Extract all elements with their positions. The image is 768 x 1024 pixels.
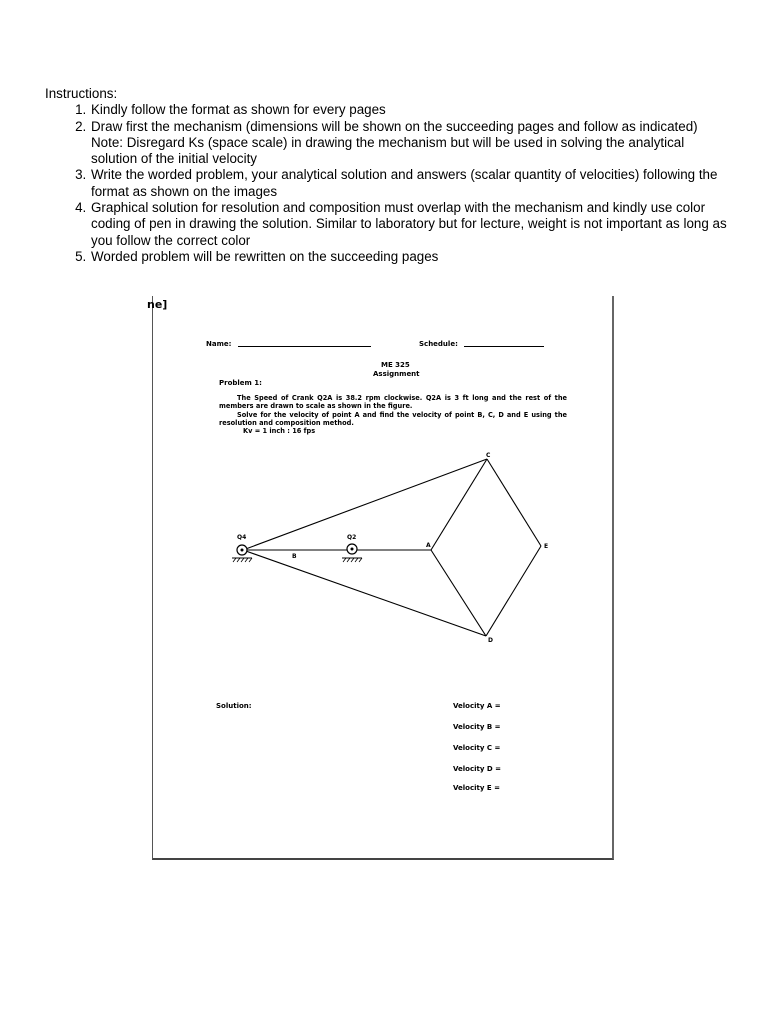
velocity-e: Velocity E = [453,784,500,792]
velocity-d: Velocity D = [453,765,501,773]
link-q4-c [243,459,487,550]
mechanism-links [243,459,541,636]
assignment-sample-image [147,296,614,860]
link-c-e [487,459,541,546]
label-a: A [426,542,431,549]
label-q4: Q4 [237,534,247,541]
solution-label: Solution: [216,702,252,710]
pivot-q2 [342,544,362,562]
link-a-d [431,550,486,636]
velocity-b: Velocity B = [453,723,501,731]
instruction-item: 1. Kindly follow the format as shown for every pages [90,102,730,118]
kv-scale: Kv = 1 inch : 16 fps [243,427,316,436]
problem-line-2: Solve for the velocity of point A and find the velocity of point B, C, D and E using the resolution and composition method. [219,410,567,427]
schedule-label: Schedule: [419,340,458,348]
label-c: C [486,452,491,459]
velocity-a: Velocity A = [453,702,501,710]
link-q4-d [243,550,486,636]
problem-line-1: The Speed of Crank Q2A is 38.2 rpm clockwise. Q2A is 3 ft long and the rest of the members are drawn to scale as shown in the figure. [219,394,567,411]
mechanism-diagram [153,296,615,860]
link-e-d [486,546,541,636]
velocity-c: Velocity C = [453,744,501,752]
assignment-title: Assignment [373,370,420,378]
instructions-section [45,86,730,265]
instructions-list [45,102,730,265]
instructions-heading: Instructions: [45,86,118,101]
label-d: D [488,637,493,644]
course-code: ME 325 [381,361,410,369]
link-a-c [431,459,487,550]
instruction-item: 5. Worded problem will be rewritten on the succeeding pages [90,249,730,265]
name-label: Name: [206,340,232,348]
instruction-item: 2. Draw first the mechanism (dimensions will be shown on the succeeding pages and follow as indicated) Note: Disregard Ks (space scale) in drawing the mechanism but will be used in solving the analytical solution of the initial velocity [90,119,730,168]
problem-label: Problem 1: [219,379,262,387]
label-b: B [292,553,297,560]
instruction-item: 4. Graphical solution for resolution and composition must overlap with the mechanism and kindly use color coding of pen in drawing the solution. Similar to laboratory but for lecture, weight is not important as long as you follow the correct color [90,200,730,249]
instruction-item: 3. Write the worded problem, your analytical solution and answers (scalar quantity of velocities) following the format as shown on the images [90,167,730,200]
corner-text: ne] [147,298,168,311]
label-q2: Q2 [347,534,357,541]
label-e: E [544,543,549,550]
